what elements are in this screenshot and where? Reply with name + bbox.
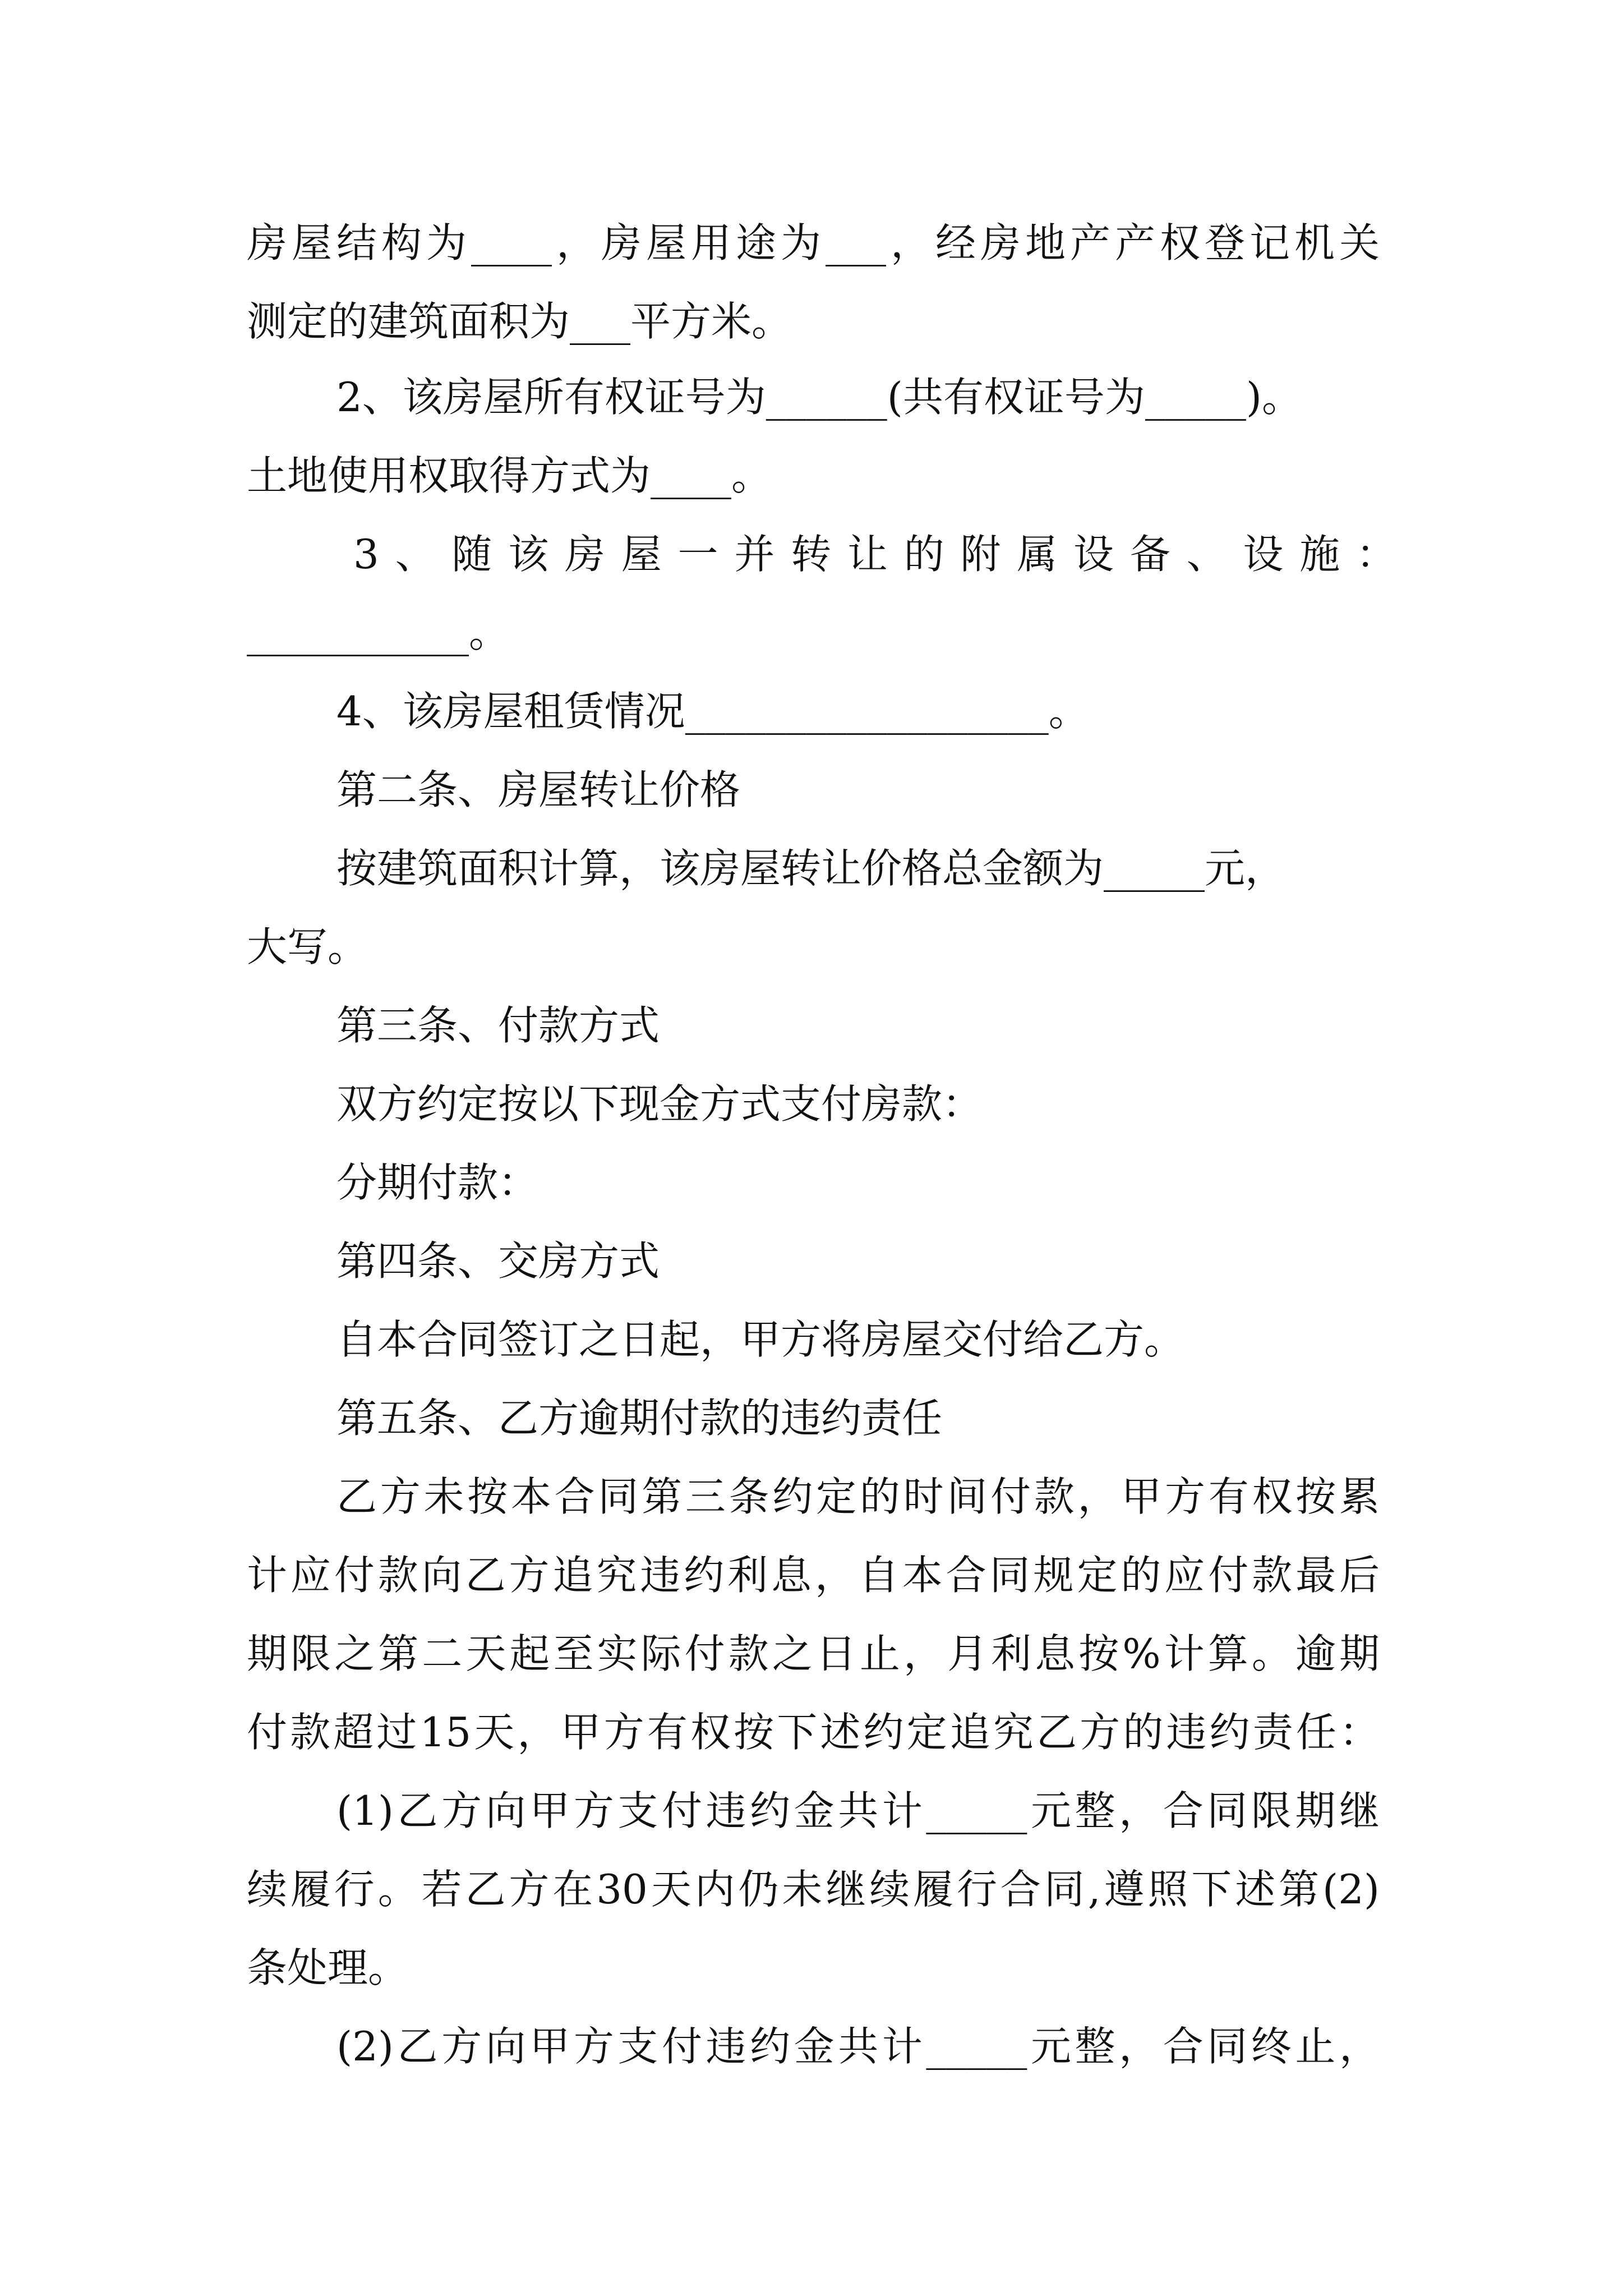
text-line-amount-in-words: 大写。: [247, 923, 368, 970]
text-line-installments: 分期付款：: [336, 1159, 539, 1206]
section-heading-payment-method: 第三条、付款方式: [336, 1002, 660, 1049]
section-heading-late-payment: 第五条、乙方逾期付款的违约责任: [336, 1395, 943, 1442]
text-line-late-payment-4: 付款超过15天，甲方有权按下述约定追究乙方的违约责任：: [247, 1709, 1380, 1756]
text-line-land-use-right: 土地使用权取得方式为____。: [247, 452, 772, 499]
text-line-clause-1-c: 条处理。: [247, 1944, 409, 1991]
text-line-late-payment-3: 期限之第二天起至实际付款之日止，月利息按%计算。逾期: [247, 1630, 1380, 1677]
text-line-building-area: 测定的建筑面积为___平方米。: [247, 298, 792, 345]
text-line-late-payment-1: 乙方未按本合同第三条约定的时间付款，甲方有权按累: [336, 1473, 1380, 1520]
text-line-payment-agreement: 双方约定按以下现金方式支付房款：: [336, 1080, 983, 1128]
text-line-ownership-certificate: 2、该房屋所有权证号为______(共有权证号为_____)。: [336, 374, 1302, 421]
text-line-clause-1-a: (1)乙方向甲方支付违约金共计_____元整，合同限期继: [336, 1787, 1380, 1834]
text-line-house-structure: 房屋结构为____，房屋用途为___，经房地产产权登记机关: [247, 219, 1380, 266]
text-line-lease-status: 4、该房屋租赁情况__________________。: [336, 688, 1089, 735]
section-heading-handover: 第四条、交房方式: [336, 1237, 660, 1285]
section-heading-transfer-price: 第二条、房屋转让价格: [336, 766, 741, 813]
text-line-attached-facilities: 3、随该房屋一并转让的附属设备、设施：: [353, 531, 1396, 578]
text-line-handover-date: 自本合同签订之日起，甲方将房屋交付给乙方。: [336, 1316, 1185, 1363]
text-line-total-price: 按建筑面积计算，该房屋转让价格总金额为_____元，: [336, 845, 1286, 892]
text-line-late-payment-2: 计应付款向乙方追究违约利息，自本合同规定的应付款最后: [247, 1552, 1380, 1599]
text-line-facilities-blank: ___________。: [247, 609, 510, 656]
text-line-clause-1-b: 续履行。若乙方在30天内仍未继续履行合同,遵照下述第(2): [247, 1866, 1380, 1913]
text-line-clause-2: (2)乙方向甲方支付违约金共计_____元整，合同终止，: [336, 2023, 1380, 2070]
